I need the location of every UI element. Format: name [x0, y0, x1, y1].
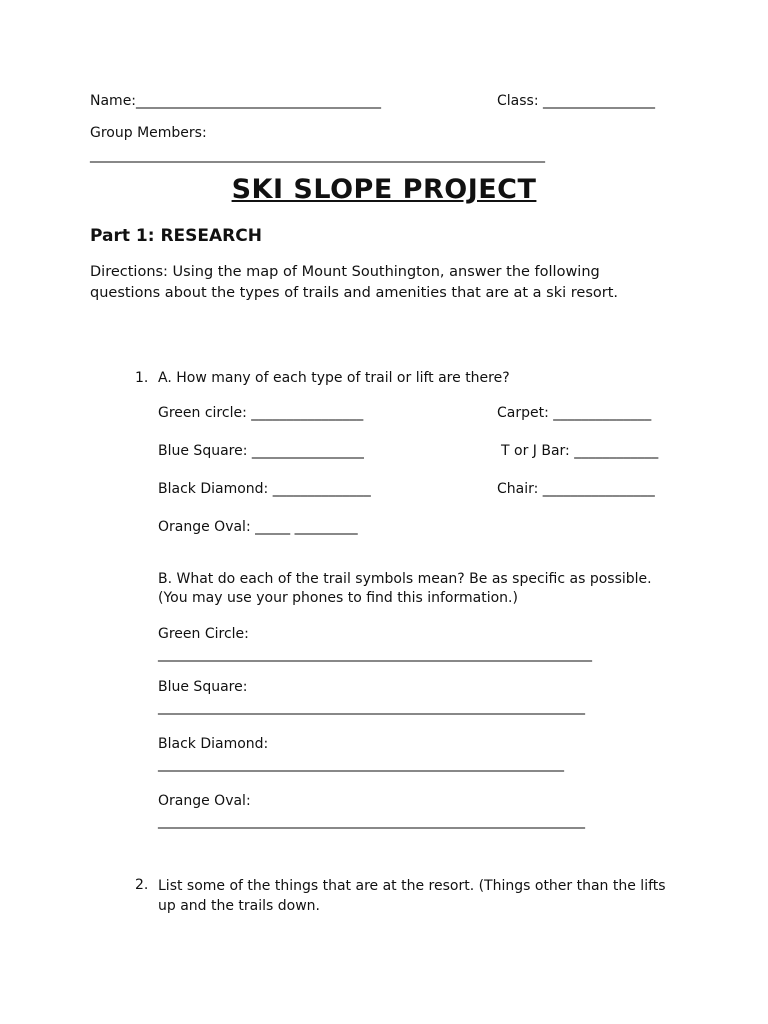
- green-circle-count-field[interactable]: Green circle: ________________: [158, 405, 364, 421]
- part1-heading: Part 1: RESEARCH: [90, 226, 262, 246]
- question-2-number: 2.: [135, 877, 149, 893]
- black-diamond-count-field[interactable]: Black Diamond: ______________: [158, 481, 371, 497]
- question-1a-prompt: A. How many of each type of trail or lift are there?: [158, 370, 510, 386]
- page-title: SKI SLOPE PROJECT: [231, 174, 537, 205]
- orange-oval-answer-field[interactable]: _____________________________________________________________: [158, 813, 585, 829]
- class-field[interactable]: Class: ________________: [497, 93, 655, 109]
- blue-square-label: Blue Square:: [158, 679, 248, 695]
- question-1-number: 1.: [135, 370, 149, 386]
- orange-oval-label: Orange Oval:: [158, 793, 251, 809]
- t-or-j-bar-count-field[interactable]: T or J Bar: ____________: [501, 443, 659, 459]
- carpet-count-field[interactable]: Carpet: ______________: [497, 405, 652, 421]
- orange-oval-count-field[interactable]: Orange Oval: _____ _________: [158, 519, 358, 535]
- blue-square-answer-field[interactable]: _____________________________________________________________: [158, 699, 585, 715]
- group-members-field[interactable]: _________________________________________________________________: [90, 147, 545, 163]
- green-circle-label: Green Circle:: [158, 626, 249, 642]
- question-2-prompt: List some of the things that are at the resort. (Things other than the lifts up and the trails down.: [158, 878, 666, 914]
- chair-count-field[interactable]: Chair: ________________: [497, 481, 655, 497]
- name-field[interactable]: Name:___________________________________: [90, 93, 382, 109]
- group-members-label: Group Members:: [90, 125, 207, 141]
- question-1b-note: (You may use your phones to find this information.): [158, 590, 518, 606]
- blue-square-count-field[interactable]: Blue Square: ________________: [158, 443, 364, 459]
- black-diamond-label: Black Diamond:: [158, 736, 269, 752]
- directions-text: Directions: Using the map of Mount Southington, answer the following questions about the types of trails and amenities that are at a ski resort.: [90, 264, 619, 301]
- black-diamond-answer-field[interactable]: __________________________________________________________: [158, 756, 564, 772]
- question-1b-prompt: B. What do each of the trail symbols mean? Be as specific as possible.: [158, 571, 652, 587]
- green-circle-answer-field[interactable]: ______________________________________________________________: [158, 646, 592, 662]
